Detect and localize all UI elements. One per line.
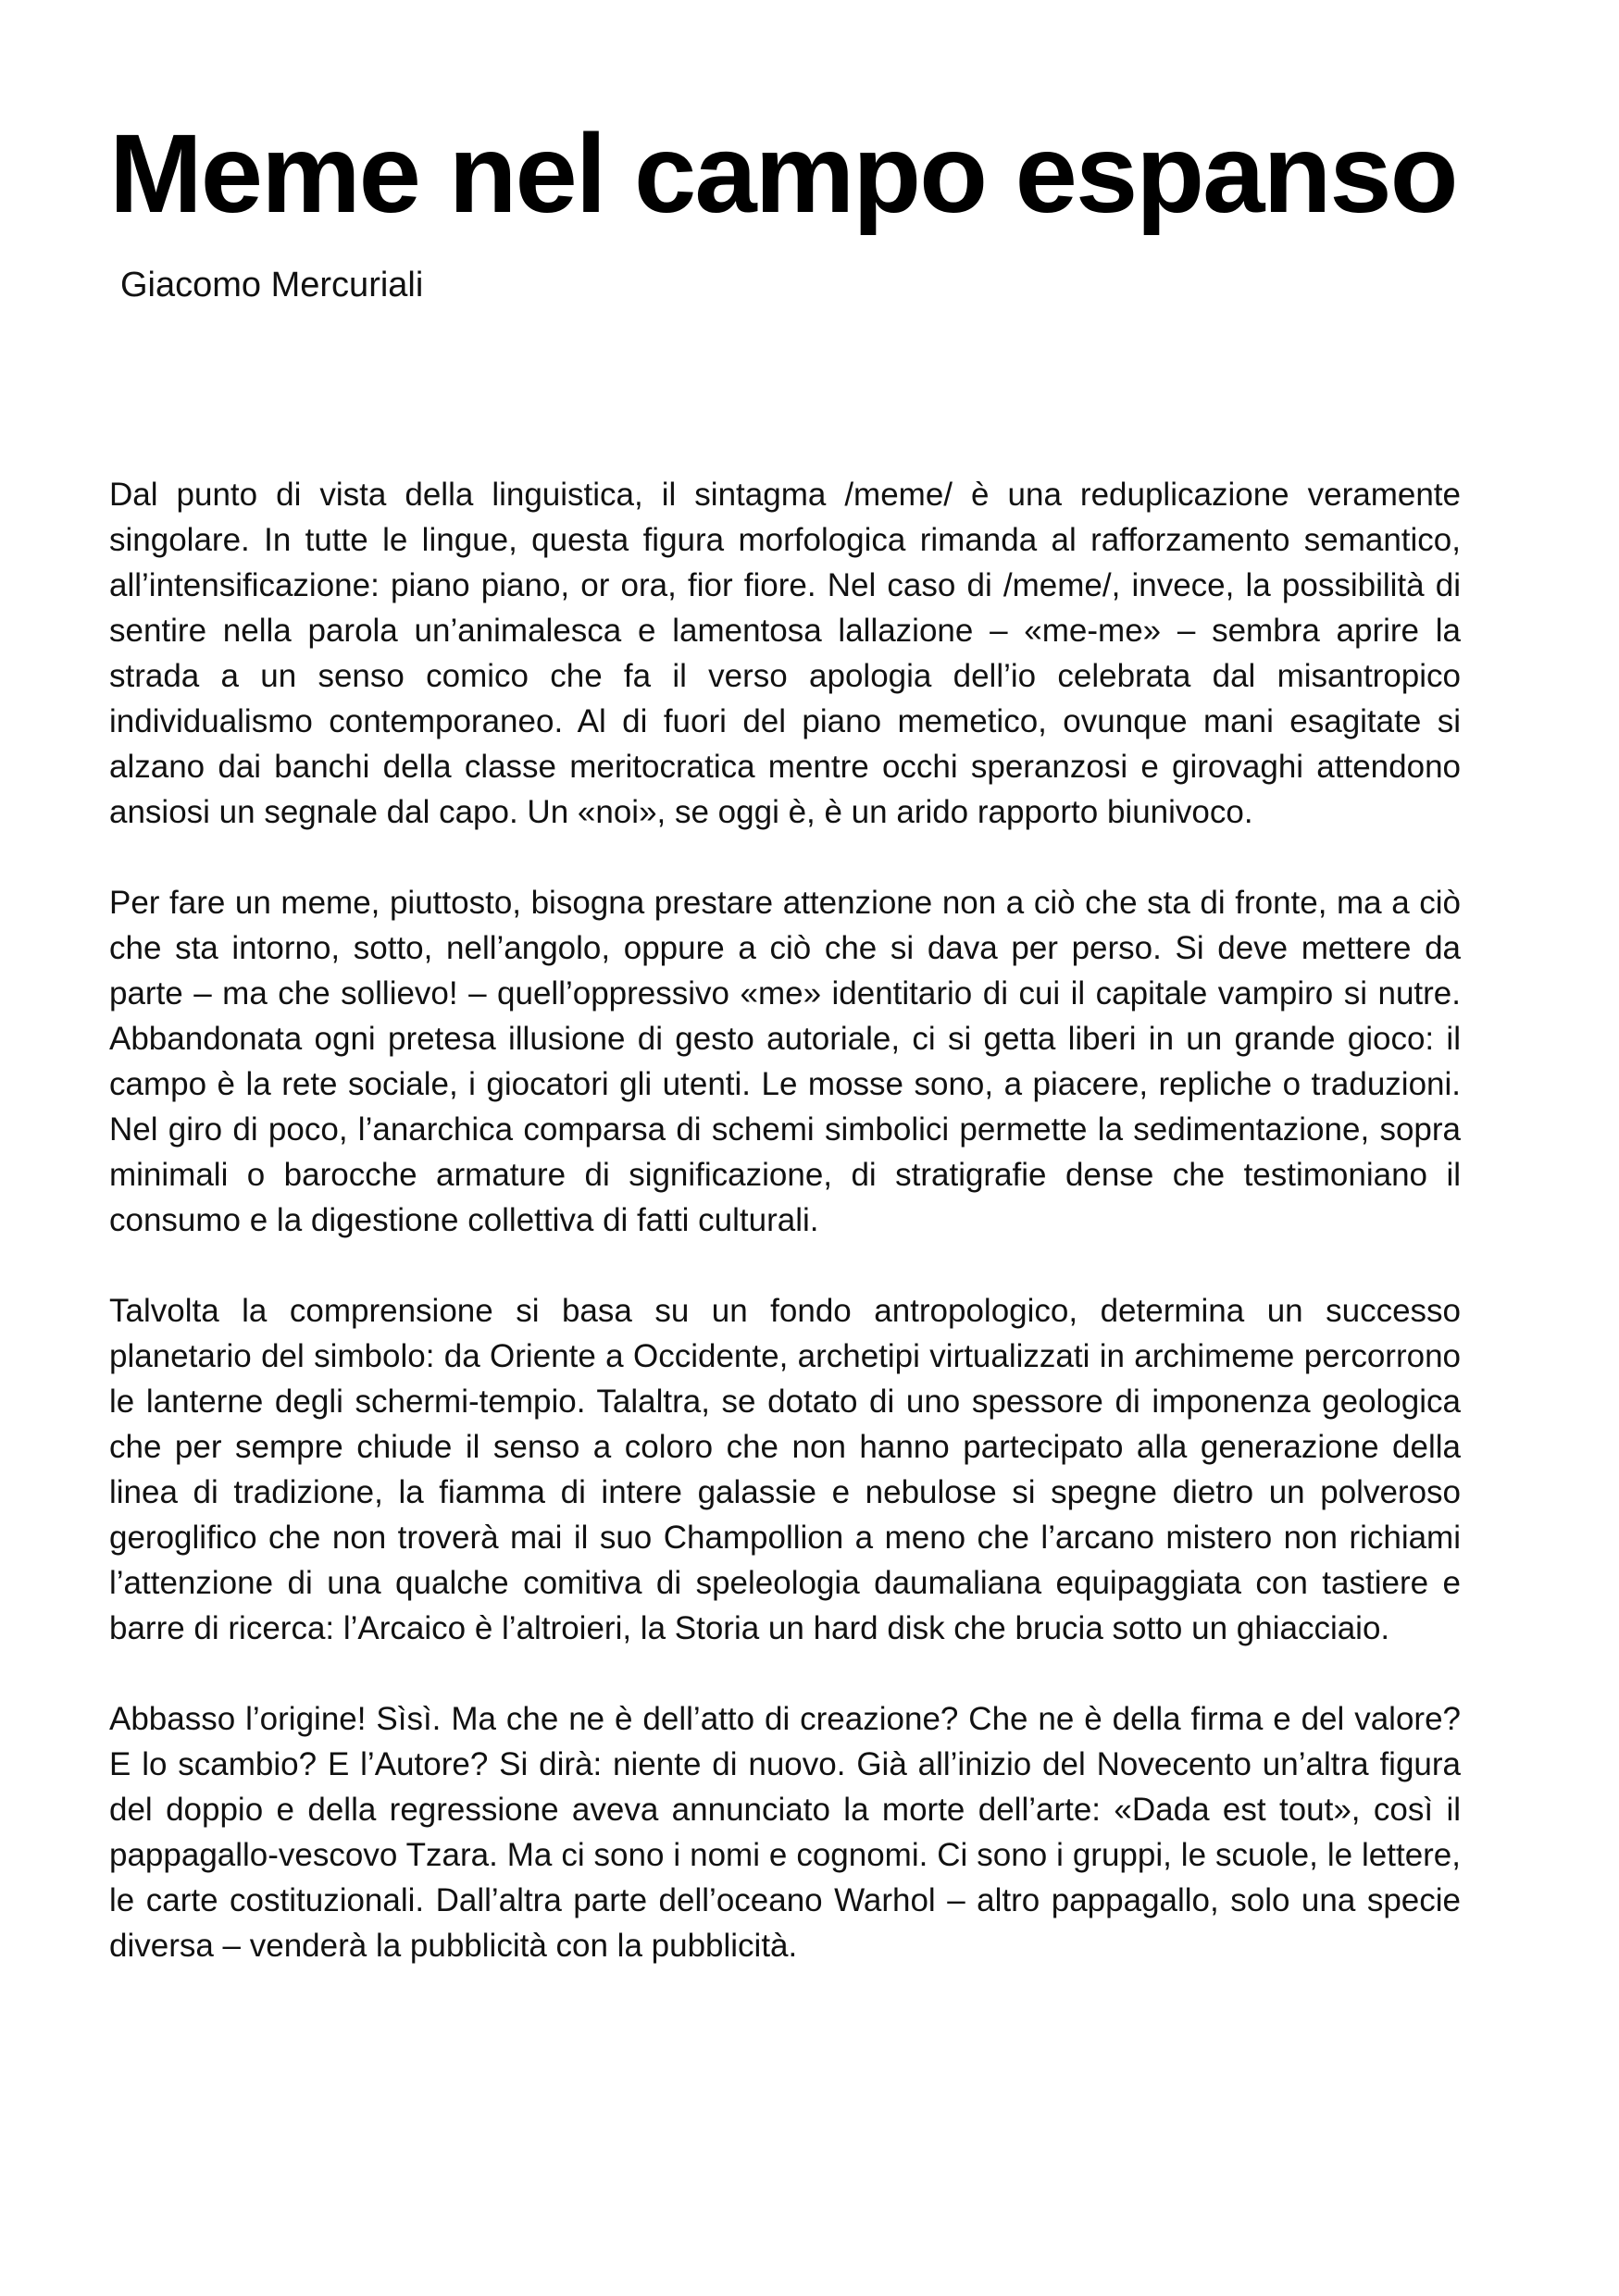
paragraph-3: Talvolta la comprensione si basa su un fondo antropologico, determina un successo planetario del simbolo: da Oriente a Occidente, archetipi virtualizzati in archimeme percorrono le lanterne degli schermi-tempio. Talaltra, se dotato di uno spessore di imponenza geologica che per sempre chiude il senso a coloro che non hanno partecipato alla generazione della linea di tradizione, la fiamma di intere galassie e nebulose si spegne dietro un polveroso geroglifico che non troverà mai il suo Champollion a meno che l’arcano mistero non richiami l’attenzione di una qualche comitiva di speleologia daumaliana equipaggiata con tastiere e barre di ricerca: l’Arcaico è l’altroieri, la Storia un hard disk che brucia sotto un ghiacciaio. [109,1293,1461,1646]
paragraph-1: Dal punto di vista della linguistica, il sintagma /meme/ è una reduplicazione veramente singolare. In tutte le lingue, questa figura morfologica rimanda al rafforzamento semantico, all’intensificazione: piano piano, or ora, fior fiore. Nel caso di /meme/, invece, la possibilità di sentire nella parola un’animalesca e lamentosa lallazione – «me-me» – sembra aprire la strada a un senso comico che fa il verso apologia dell’io celebrata dal misantropico individualismo contemporaneo. Al di fuori del piano memetico, ovunque mani esagitate si alzano dai banchi della classe meritocratica mentre occhi speranzosi e girovaghi attendono ansiosi un segnale dal capo. Un «noi», se oggi è, è un arido rapporto biunivoco. [109,477,1461,830]
paragraph-4: Abbasso l’origine! Sìsì. Ma che ne è dell’atto di creazione? Che ne è della firma e del valore? E lo scambio? E l’Autore? Si dirà: niente di nuovo. Già all’inizio del Novecento un’altra figura del doppio e della regressione aveva annunciato la morte dell’arte: «Dada est tout», così il pappagallo-vescovo Tzara. Ma ci sono i nomi e cognomi. Ci sono i gruppi, le scuole, le lettere, le carte costituzionali. Dall’altra parte dell’oceano Warhol – altro pappagallo, solo una specie diversa – venderà la pubblicità con la pubblicità. [109,1701,1461,1964]
paragraph-2: Per fare un meme, piuttosto, bisogna prestare attenzione non a ciò che sta di fronte, ma a ciò che sta intorno, sotto, nell’angolo, oppure a ciò che si dava per perso. Si deve mettere da parte – ma che sollievo! – quell’oppressivo «me» identitario di cui il capitale vampiro si nutre. Abbandonata ogni pretesa illusione di gesto autoriale, ci si getta liberi in un grande gioco: il campo è la rete sociale, i giocatori gli utenti. Le mosse sono, a piacere, repliche o traduzioni. Nel giro di poco, l’anarchica comparsa di schemi simbolici permette la sedimentazione, sopra minimali o barocche armature di significazione, di stratigrafie dense che testimoniano il consumo e la digestione collettiva di fatti culturali. [109,885,1461,1238]
article-author: Giacomo Mercuriali [120,266,424,304]
article-title: Meme nel campo espanso [109,110,1457,236]
article-body [109,472,1461,2014]
